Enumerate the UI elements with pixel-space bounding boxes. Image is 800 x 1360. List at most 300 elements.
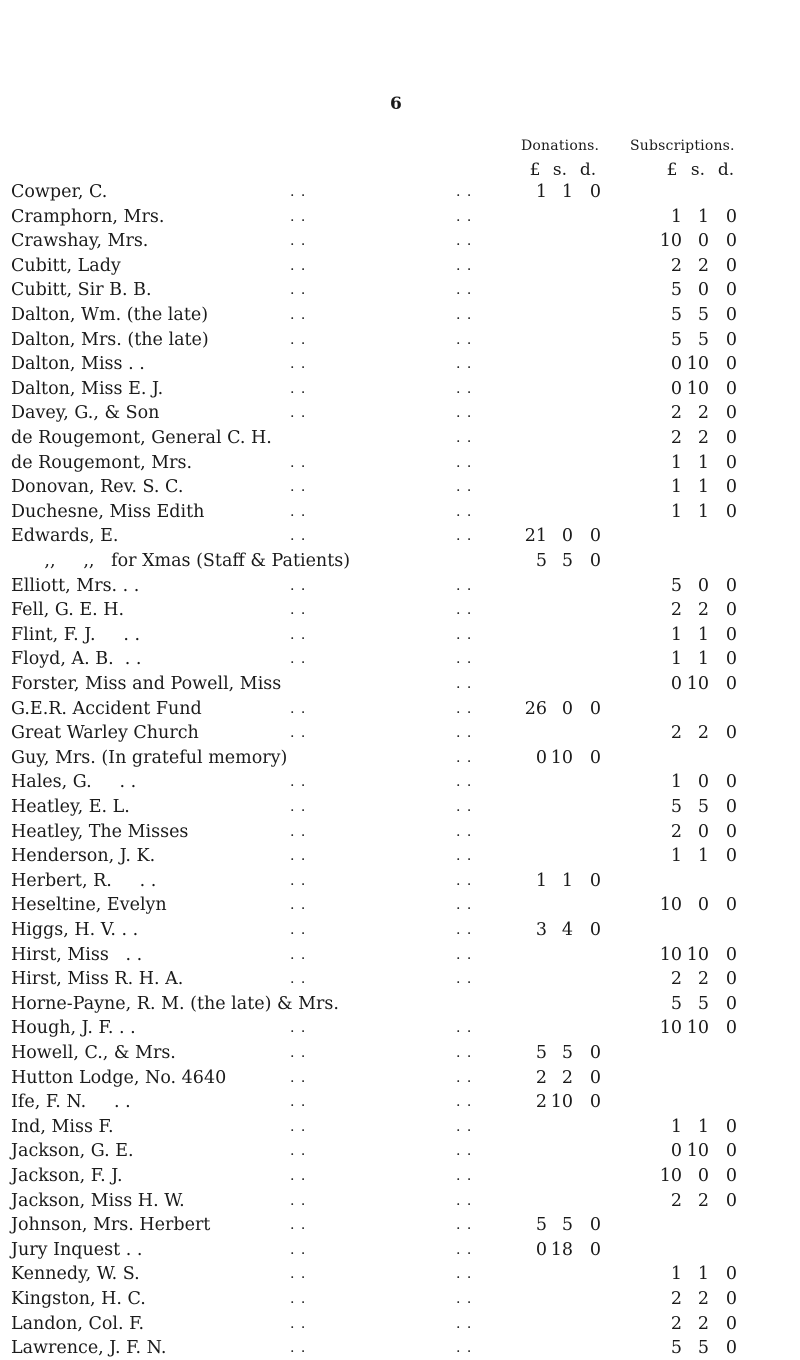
- leader-dots: . .: [290, 282, 307, 299]
- contributor-name: Flint, F. J. . .: [11, 624, 141, 645]
- table-row: [0, 229, 800, 253]
- subscription-pence: 0: [725, 329, 737, 350]
- donation-shillings: 0: [561, 526, 573, 547]
- contributor-name: Henderson, J. K.: [11, 846, 156, 867]
- subscription-pence: 0: [725, 305, 737, 325]
- leader-dots: . .: [290, 971, 307, 988]
- subscription-pence: 0: [725, 428, 737, 448]
- leader-dots: . .: [456, 257, 473, 274]
- subscription-pounds: 1: [670, 452, 682, 473]
- leader-dots: . .: [456, 1266, 473, 1283]
- leader-dots: . .: [456, 971, 473, 988]
- contributor-name: Cramphorn, Mrs.: [11, 206, 165, 227]
- leader-dots: . .: [290, 626, 307, 643]
- table-row: [0, 721, 800, 745]
- subscription-shillings: 2: [697, 600, 709, 621]
- leader-dots: . .: [456, 749, 473, 766]
- sub-unit-pence: d.: [717, 160, 735, 180]
- leader-dots: . .: [290, 848, 307, 865]
- leader-dots: . .: [290, 1340, 307, 1357]
- leader-dots: . .: [456, 774, 473, 791]
- leader-dots: . .: [456, 503, 473, 520]
- leader-dots: . .: [290, 257, 307, 274]
- subscription-pence: 0: [725, 993, 737, 1014]
- table-row: [0, 869, 800, 893]
- leader-dots: . .: [290, 799, 307, 815]
- subscription-shillings: 0: [697, 895, 709, 916]
- leader-dots: . .: [290, 1045, 307, 1061]
- leader-dots: . .: [456, 1192, 473, 1209]
- leader-dots: . .: [290, 380, 307, 397]
- subscription-pence: 0: [725, 624, 737, 645]
- subscription-shillings: 1: [697, 452, 709, 473]
- table-row: [0, 1312, 800, 1336]
- donation-pence: 0: [589, 1067, 601, 1088]
- table-row: [0, 844, 800, 868]
- leader-dots: . .: [290, 184, 307, 200]
- subscription-pence: 0: [725, 1338, 737, 1359]
- donation-pounds: 2: [535, 1067, 547, 1088]
- donation-pounds: 0: [535, 1239, 547, 1260]
- contributor-name: Crawshay, Mrs.: [11, 231, 149, 252]
- table-row: [0, 918, 800, 942]
- contributor-name: Jackson, F. J.: [11, 1166, 123, 1186]
- table-row: [0, 254, 800, 278]
- subscription-shillings: 1: [697, 477, 709, 498]
- table-row: [0, 524, 800, 548]
- subscription-pounds: 10: [659, 944, 682, 965]
- sub-unit-shillings: s.: [690, 160, 706, 180]
- donation-shillings: 5: [561, 551, 573, 571]
- contributor-name: Hirst, Miss . .: [11, 944, 143, 965]
- table-row: [0, 1262, 800, 1286]
- subscription-pounds: 1: [670, 206, 682, 227]
- donation-shillings: 10: [550, 747, 573, 768]
- subscription-shillings: 0: [697, 280, 709, 301]
- subscription-pounds: 2: [670, 969, 682, 990]
- donation-shillings: 5: [561, 1043, 573, 1063]
- subscription-pence: 0: [725, 477, 737, 498]
- donation-pounds: 5: [535, 1215, 547, 1236]
- leader-dots: . .: [456, 897, 473, 914]
- subscription-pounds: 2: [670, 1289, 682, 1309]
- table-row: [0, 697, 800, 721]
- leader-dots: . .: [290, 1291, 307, 1307]
- subscription-pounds: 5: [670, 575, 682, 596]
- subscription-pounds: 2: [670, 403, 682, 424]
- contributor-name: Davey, G., & Son: [11, 403, 160, 424]
- subscription-shillings: 5: [697, 1338, 709, 1359]
- donation-shillings: 10: [550, 1092, 573, 1113]
- donation-shillings: 2: [561, 1067, 573, 1088]
- leader-dots: . .: [456, 700, 473, 717]
- table-row: [0, 1139, 800, 1163]
- table-row: [0, 1164, 800, 1188]
- leader-dots: . .: [456, 799, 473, 815]
- leader-dots: . .: [290, 725, 307, 742]
- subscription-shillings: 10: [686, 354, 709, 375]
- contributor-name: Kennedy, W. S.: [11, 1264, 140, 1285]
- leader-dots: . .: [456, 380, 473, 397]
- subscription-shillings: 10: [686, 1141, 709, 1162]
- leader-dots: . .: [290, 897, 307, 914]
- leader-dots: . .: [290, 356, 307, 373]
- table-row: [0, 623, 800, 647]
- contributor-name: Hough, J. F. . .: [11, 1018, 136, 1039]
- subscription-pence: 0: [725, 255, 737, 276]
- contributor-name: Elliott, Mrs. . .: [11, 575, 140, 596]
- subscription-pounds: 5: [670, 329, 682, 350]
- contributor-name: Fell, G. E. H.: [11, 600, 125, 621]
- table-row: [0, 943, 800, 967]
- don-unit-pounds: £: [529, 160, 541, 180]
- donation-shillings: 1: [561, 870, 573, 891]
- leader-dots: . .: [290, 1094, 307, 1111]
- subscription-pence: 0: [725, 821, 737, 842]
- contributor-name: Jackson, G. E.: [11, 1141, 134, 1162]
- page-number: 6: [390, 94, 402, 114]
- subscription-shillings: 2: [697, 255, 709, 276]
- contributor-name: Jury Inquest . .: [11, 1239, 143, 1260]
- leader-dots: . .: [456, 430, 473, 446]
- contributor-name: Great Warley Church: [11, 723, 199, 744]
- subscription-pounds: 2: [670, 821, 682, 842]
- contributor-name: Heatley, The Misses: [11, 821, 189, 842]
- subscription-shillings: 2: [697, 969, 709, 990]
- donation-pounds: 1: [535, 870, 547, 891]
- donation-shillings: 5: [561, 1215, 573, 1236]
- table-row: [0, 1090, 800, 1114]
- sub-unit-pounds: £: [666, 160, 678, 180]
- table-row: [0, 967, 800, 991]
- contributor-name: de Rougemont, General C. H.: [11, 428, 272, 448]
- subscription-shillings: 5: [697, 305, 709, 325]
- contributor-name: Cowper, C.: [11, 182, 108, 202]
- donation-pence: 0: [589, 1239, 601, 1260]
- leader-dots: . .: [456, 1241, 473, 1258]
- contributor-name: Jackson, Miss H. W.: [11, 1190, 185, 1211]
- contributor-name: Cubitt, Sir B. B.: [11, 280, 152, 301]
- subscription-pence: 0: [725, 969, 737, 990]
- donation-pounds: 26: [524, 698, 547, 719]
- subscription-pounds: 0: [670, 378, 682, 399]
- contributor-name: Heseltine, Evelyn: [11, 895, 167, 916]
- leader-dots: . .: [290, 208, 307, 225]
- subscription-pounds: 1: [670, 501, 682, 522]
- subscription-shillings: 5: [697, 329, 709, 350]
- donation-pounds: 5: [535, 551, 547, 571]
- contributor-name: Forster, Miss and Powell, Miss: [11, 674, 282, 694]
- contributor-name: Hutton Lodge, No. 4640: [11, 1067, 227, 1088]
- leader-dots: . .: [456, 848, 473, 865]
- subscription-shillings: 1: [697, 846, 709, 867]
- table-row: [0, 377, 800, 401]
- leader-dots: . .: [456, 331, 473, 348]
- subscription-shillings: 0: [697, 1166, 709, 1186]
- leader-dots: . .: [290, 1143, 307, 1160]
- table-row: [0, 893, 800, 917]
- subscription-pounds: 2: [670, 1313, 682, 1334]
- table-row: [0, 278, 800, 302]
- subscription-pence: 0: [725, 1116, 737, 1137]
- leader-dots: . .: [290, 479, 307, 496]
- leader-dots: . .: [456, 1291, 473, 1307]
- subscription-pence: 0: [725, 206, 737, 227]
- subscription-shillings: 10: [686, 1018, 709, 1039]
- leader-dots: . .: [290, 1192, 307, 1209]
- subscription-pounds: 10: [659, 231, 682, 252]
- subscription-pence: 0: [725, 600, 737, 621]
- subscription-shillings: 2: [697, 1190, 709, 1211]
- subscription-pence: 0: [725, 944, 737, 965]
- table-row: [0, 451, 800, 475]
- leader-dots: . .: [290, 331, 307, 348]
- contributor-name: Guy, Mrs. (In grateful memory): [11, 747, 288, 768]
- donation-pence: 0: [589, 920, 601, 940]
- leader-dots: . .: [456, 946, 473, 963]
- table-row: [0, 598, 800, 622]
- contributor-name: Duchesne, Miss Edith: [11, 501, 205, 522]
- contributor-name: Dalton, Wm. (the late): [11, 305, 209, 325]
- table-row: [0, 1336, 800, 1360]
- subscription-pounds: 10: [659, 1018, 682, 1039]
- donation-pence: 0: [589, 182, 601, 202]
- leader-dots: . .: [290, 1266, 307, 1283]
- subscription-pence: 0: [725, 1166, 737, 1186]
- table-row: [0, 1016, 800, 1040]
- subscription-shillings: 10: [686, 378, 709, 399]
- subscription-pounds: 2: [670, 723, 682, 744]
- donation-pounds: 3: [535, 920, 547, 940]
- leader-dots: . .: [456, 1020, 473, 1037]
- table-row: [0, 1115, 800, 1139]
- donations-header: Donations.: [521, 138, 600, 154]
- subscription-pence: 0: [725, 649, 737, 670]
- subscription-pence: 0: [725, 231, 737, 252]
- subscription-pounds: 5: [670, 1338, 682, 1359]
- table-row: [0, 770, 800, 794]
- subscription-pounds: 1: [670, 772, 682, 793]
- table-row: [0, 992, 800, 1016]
- subscription-shillings: 2: [697, 1313, 709, 1334]
- subscription-pence: 0: [725, 575, 737, 596]
- contributor-name: Higgs, H. V. . .: [11, 920, 139, 940]
- subscription-pounds: 0: [670, 1141, 682, 1162]
- subscription-pence: 0: [725, 1141, 737, 1162]
- contributor-name: ,, ,, for Xmas (Staff & Patients): [11, 551, 351, 571]
- contributor-name: Landon, Col. F.: [11, 1313, 145, 1334]
- table-row: [0, 1287, 800, 1311]
- leader-dots: . .: [290, 503, 307, 520]
- leader-dots: . .: [290, 1069, 307, 1086]
- subscription-pounds: 0: [670, 674, 682, 694]
- subscription-pence: 0: [725, 1289, 737, 1309]
- leader-dots: . .: [456, 208, 473, 225]
- subscription-pounds: 1: [670, 846, 682, 867]
- table-row: [0, 549, 800, 573]
- leader-dots: . .: [456, 823, 473, 840]
- leader-dots: . .: [456, 356, 473, 373]
- subscription-pence: 0: [725, 280, 737, 301]
- contributor-name: Ife, F. N. . .: [11, 1092, 131, 1113]
- contributor-name: Lawrence, J. F. N.: [11, 1338, 167, 1359]
- subscription-pence: 0: [725, 452, 737, 473]
- leader-dots: . .: [290, 823, 307, 840]
- subscription-pence: 0: [725, 403, 737, 424]
- subscription-pounds: 10: [659, 1166, 682, 1186]
- subscription-pence: 0: [725, 723, 737, 744]
- subscription-shillings: 10: [686, 674, 709, 694]
- table-row: [0, 180, 800, 204]
- leader-dots: . .: [456, 307, 473, 323]
- leader-dots: . .: [290, 651, 307, 668]
- leader-dots: . .: [456, 1340, 473, 1357]
- leader-dots: . .: [456, 1143, 473, 1160]
- leader-dots: . .: [456, 1315, 473, 1332]
- donation-pence: 0: [589, 698, 601, 719]
- table-row: [0, 795, 800, 819]
- leader-dots: . .: [290, 1241, 307, 1258]
- leader-dots: . .: [456, 1045, 473, 1061]
- contributor-name: de Rougemont, Mrs.: [11, 452, 193, 473]
- subscription-pounds: 1: [670, 649, 682, 670]
- subscription-shillings: 5: [697, 797, 709, 817]
- leader-dots: . .: [456, 1217, 473, 1234]
- leader-dots: . .: [456, 479, 473, 496]
- contributor-name: Floyd, A. B. . .: [11, 649, 142, 670]
- donation-pence: 0: [589, 526, 601, 547]
- don-unit-pence: d.: [579, 160, 597, 180]
- table-row: [0, 1041, 800, 1065]
- leader-dots: . .: [456, 626, 473, 643]
- contributor-name: Donovan, Rev. S. C.: [11, 477, 184, 498]
- table-row: [0, 1189, 800, 1213]
- contributor-name: Dalton, Mrs. (the late): [11, 329, 209, 350]
- leader-dots: . .: [456, 454, 473, 471]
- leader-dots: . .: [456, 651, 473, 668]
- leader-dots: . .: [290, 577, 307, 594]
- subscription-pence: 0: [725, 895, 737, 916]
- subscription-pounds: 5: [670, 797, 682, 817]
- leader-dots: . .: [456, 872, 473, 889]
- table-row: [0, 672, 800, 696]
- contributor-name: Ind, Miss F.: [11, 1116, 114, 1137]
- leader-dots: . .: [456, 1168, 473, 1184]
- donation-pounds: 2: [535, 1092, 547, 1113]
- contributor-name: Horne-Payne, R. M. (the late) & Mrs.: [11, 993, 339, 1014]
- subscription-pounds: 1: [670, 1264, 682, 1285]
- table-row: [0, 401, 800, 425]
- donation-pence: 0: [589, 1043, 601, 1063]
- table-row: [0, 1213, 800, 1237]
- subscription-pounds: 2: [670, 428, 682, 448]
- subscription-pounds: 1: [670, 1116, 682, 1137]
- leader-dots: . .: [290, 700, 307, 717]
- table-row: [0, 1238, 800, 1262]
- contributor-name: Johnson, Mrs. Herbert: [11, 1215, 211, 1236]
- contributor-name: G.E.R. Accident Fund: [11, 698, 202, 719]
- leader-dots: . .: [290, 602, 307, 619]
- donation-shillings: 1: [561, 182, 573, 202]
- leader-dots: . .: [456, 922, 473, 938]
- subscription-pence: 0: [725, 674, 737, 694]
- leader-dots: . .: [456, 577, 473, 594]
- subscription-pounds: 5: [670, 305, 682, 325]
- subscription-shillings: 1: [697, 1116, 709, 1137]
- contributor-name: Howell, C., & Mrs.: [11, 1043, 176, 1063]
- contributor-name: Kingston, H. C.: [11, 1289, 146, 1309]
- subscription-shillings: 1: [697, 1264, 709, 1285]
- leader-dots: . .: [290, 1168, 307, 1184]
- leader-dots: . .: [456, 184, 473, 200]
- table-row: [0, 352, 800, 376]
- subscription-shillings: 10: [686, 944, 709, 965]
- leader-dots: . .: [456, 725, 473, 742]
- leader-dots: . .: [290, 774, 307, 791]
- table-row: [0, 1066, 800, 1090]
- table-row: [0, 205, 800, 229]
- leader-dots: . .: [456, 405, 473, 422]
- leader-dots: . .: [456, 676, 473, 692]
- contributor-name: Hirst, Miss R. H. A.: [11, 969, 184, 990]
- subscription-shillings: 2: [697, 428, 709, 448]
- leader-dots: . .: [456, 1094, 473, 1111]
- table-row: [0, 574, 800, 598]
- leader-dots: . .: [290, 405, 307, 422]
- don-unit-shillings: s.: [552, 160, 568, 180]
- subscription-pounds: 1: [670, 624, 682, 645]
- leader-dots: . .: [290, 528, 307, 545]
- leader-dots: . .: [290, 872, 307, 889]
- subscription-pounds: 2: [670, 600, 682, 621]
- leader-dots: . .: [290, 1020, 307, 1037]
- subscription-pence: 0: [725, 772, 737, 793]
- subscription-shillings: 1: [697, 206, 709, 227]
- contributor-name: Hales, G. . .: [11, 772, 137, 793]
- subscription-shillings: 2: [697, 403, 709, 424]
- donation-pence: 0: [589, 551, 601, 571]
- donation-pence: 0: [589, 1215, 601, 1236]
- subscription-pence: 0: [725, 846, 737, 867]
- subscription-shillings: 1: [697, 624, 709, 645]
- contributor-name: Edwards, E.: [11, 526, 119, 547]
- leader-dots: . .: [456, 282, 473, 299]
- leader-dots: . .: [456, 233, 473, 250]
- subscription-shillings: 2: [697, 1289, 709, 1309]
- subscription-pence: 0: [725, 354, 737, 375]
- subscription-pounds: 5: [670, 993, 682, 1014]
- subscription-shillings: 0: [697, 772, 709, 793]
- contributor-name: Herbert, R. . .: [11, 870, 157, 891]
- subscription-shillings: 1: [697, 501, 709, 522]
- table-row: [0, 746, 800, 770]
- donation-pounds: 0: [535, 747, 547, 768]
- subscription-pounds: 10: [659, 895, 682, 916]
- donation-pounds: 21: [524, 526, 547, 547]
- contributor-name: Heatley, E. L.: [11, 797, 130, 817]
- subscription-shillings: 2: [697, 723, 709, 744]
- subscription-pence: 0: [725, 501, 737, 522]
- leader-dots: . .: [456, 602, 473, 619]
- subscriptions-header: Subscriptions.: [630, 138, 735, 154]
- donation-pounds: 1: [535, 182, 547, 202]
- subscription-pence: 0: [725, 1190, 737, 1211]
- subscription-pounds: 2: [670, 1190, 682, 1211]
- leader-dots: . .: [290, 1217, 307, 1234]
- subscription-shillings: 0: [697, 231, 709, 252]
- donation-shillings: 4: [561, 920, 573, 940]
- table-row: [0, 475, 800, 499]
